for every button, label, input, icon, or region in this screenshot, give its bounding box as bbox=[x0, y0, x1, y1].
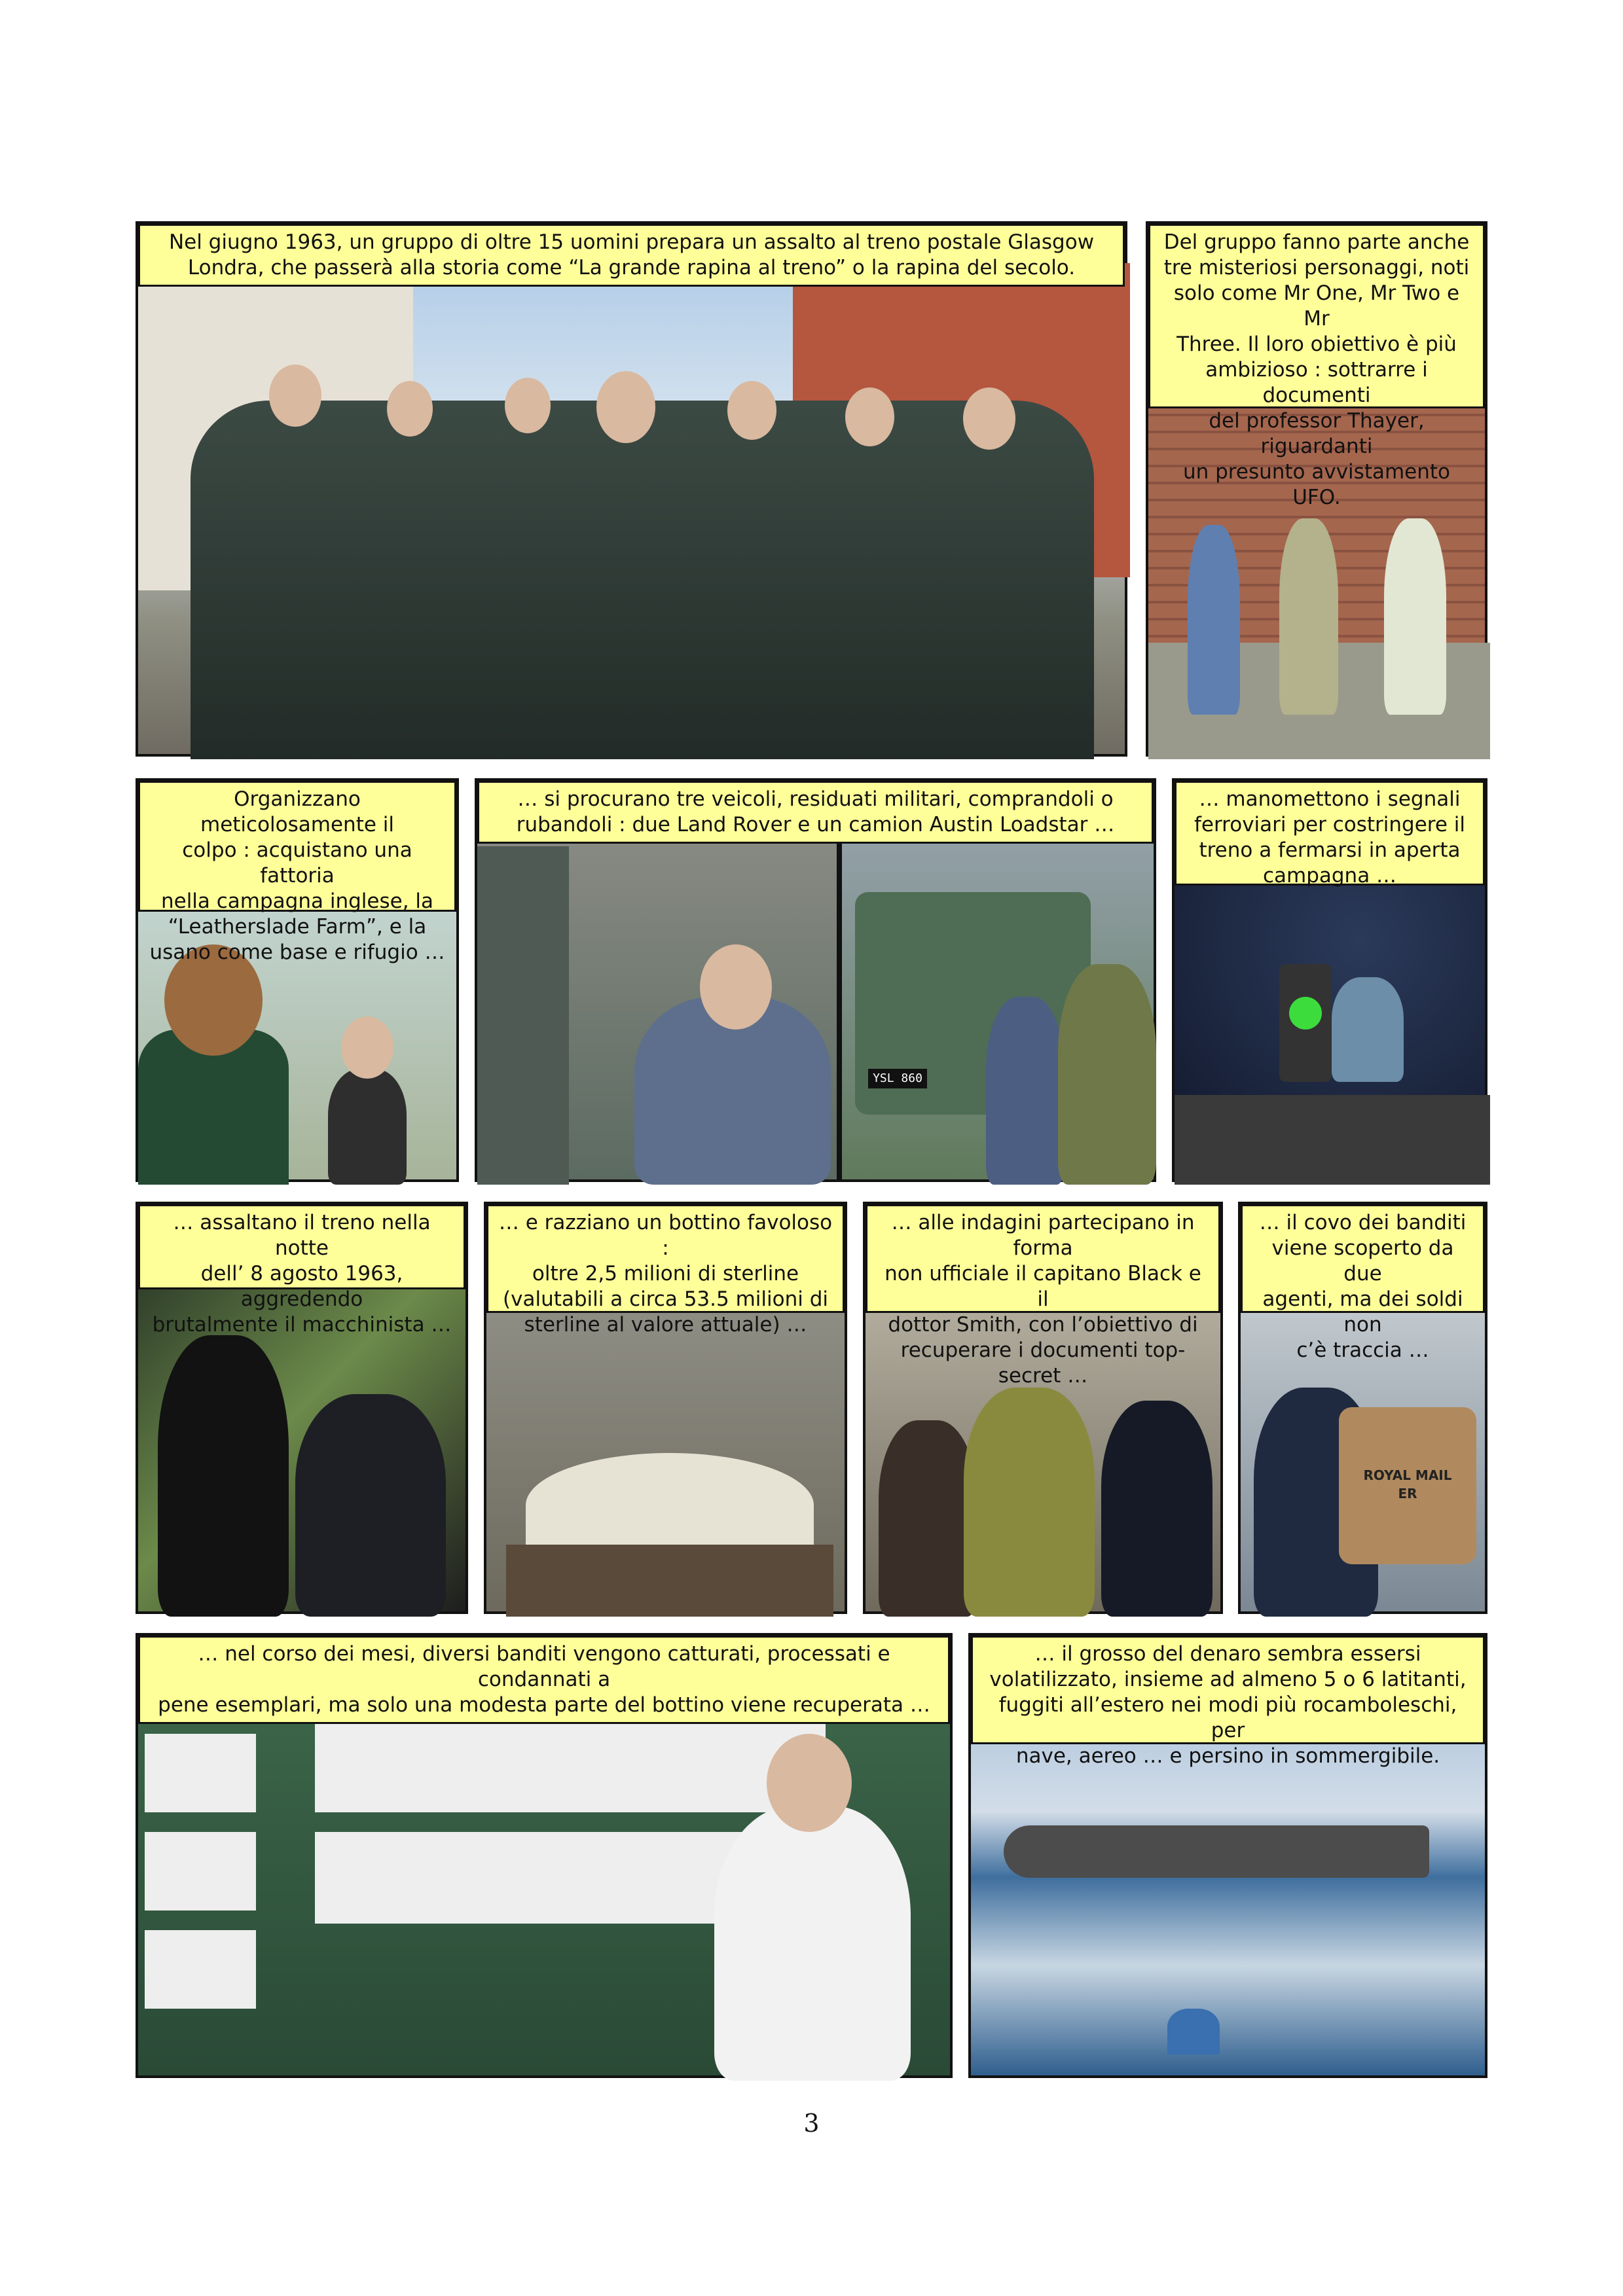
panel-loot bbox=[484, 1202, 847, 1614]
officer-head bbox=[767, 1734, 852, 1832]
license-plate: YSL 860 bbox=[868, 1069, 927, 1088]
panel-farm bbox=[136, 778, 459, 1182]
caption: … il grosso del denaro sembra essersi volatilizzato, insieme ad almeno 5 o 6 latitanti, fuggiti all’estero nei modi più rocamboleschi, per nave, aereo … e persino in sommergibile. bbox=[971, 1636, 1485, 1744]
man-blue-suit bbox=[1188, 525, 1240, 715]
caption: Nel giugno 1963, un gruppo di oltre 15 uomini prepara un assalto al treno postale Glasgow Londra, che passerà alla storia come “La grande rapina al treno” o la rapina del secolo. bbox=[138, 224, 1125, 287]
page-number: 3 bbox=[803, 2109, 820, 2138]
panel-three-mysterious-men bbox=[1146, 221, 1487, 757]
man-head bbox=[845, 387, 894, 446]
panel-investigation bbox=[863, 1202, 1223, 1614]
caption: Del gruppo fanno parte anche tre misteriosi personaggi, noti solo come Mr One, Mr Two e Mr Three. Il loro obiettivo è più ambizioso : sottrarre i documenti del professor Thayer, riguardanti un presunto avvistamento UFO. bbox=[1148, 224, 1485, 408]
submarine bbox=[1004, 1825, 1429, 1878]
panel-submarine bbox=[968, 1633, 1487, 2078]
man-brown-suit bbox=[879, 1420, 977, 1617]
train-driver bbox=[295, 1394, 446, 1617]
man-head bbox=[700, 944, 772, 1030]
panel-hideout bbox=[1238, 1202, 1487, 1614]
crowd-of-men bbox=[191, 401, 1094, 759]
caption: Organizzano meticolosamente il colpo : acquistano una fattoria nella campagna inglese, la “Leatherslade Farm”, e la usano come base e rifugio … bbox=[138, 781, 456, 912]
man-head bbox=[505, 378, 551, 433]
man-on-signal bbox=[1332, 977, 1404, 1082]
panel-train-assault bbox=[136, 1202, 468, 1614]
caption: … alle indagini partecipano in forma non ufficiale il capitano Black e il dottor Smith, con l’obiettivo di recuperare i documenti top-secret … bbox=[866, 1204, 1220, 1313]
man-head bbox=[963, 387, 1015, 450]
man-uniform bbox=[1101, 1401, 1213, 1617]
man-head bbox=[341, 1016, 393, 1079]
caption: … il covo dei banditi viene scoperto da due agenti, ma dei soldi non c’è traccia … bbox=[1241, 1204, 1485, 1313]
land-rover bbox=[477, 846, 569, 1185]
rail-structure bbox=[1175, 1095, 1490, 1185]
mugshot bbox=[145, 1734, 256, 1812]
man-head bbox=[596, 371, 655, 443]
man-head bbox=[387, 381, 433, 437]
pile-of-banknotes bbox=[526, 1453, 814, 1558]
caption: … e razziano un bottino favoloso : oltre 2,5 milioni di sterline (valutabili a circa 53.5 milioni di sterline al valore attuale) … bbox=[486, 1204, 845, 1313]
royal-mail-sack: ROYAL MAIL ER bbox=[1339, 1407, 1476, 1564]
police-officer bbox=[714, 1806, 911, 2081]
table bbox=[506, 1545, 833, 1617]
green-light bbox=[1289, 997, 1322, 1030]
mugshot-row bbox=[315, 1721, 826, 1812]
mugshot bbox=[145, 1930, 256, 2009]
man-dark-suit bbox=[328, 1069, 407, 1185]
panel-railway-signals bbox=[1172, 778, 1487, 1182]
man-head bbox=[727, 381, 776, 440]
man-head bbox=[269, 365, 321, 427]
caption: … si procurano tre veicoli, residuati militari, comprandoli o rubandoli : due Land Rover e un camion Austin Loadstar … bbox=[477, 781, 1154, 844]
caption: … manomettono i segnali ferroviari per costringere il treno a fermarsi in aperta campagna … bbox=[1175, 781, 1485, 886]
man-beige-suit bbox=[1279, 518, 1338, 715]
panel-art bbox=[138, 224, 1125, 754]
swimmer bbox=[1167, 2009, 1220, 2054]
man-green-vest bbox=[1058, 964, 1156, 1185]
man-white-shirt bbox=[1384, 518, 1446, 715]
mugshot bbox=[145, 1832, 256, 1910]
caption: … nel corso dei mesi, diversi banditi vengono catturati, processati e condannati a pene esemplari, ma solo una modesta parte del bottino viene recuperata … bbox=[138, 1636, 950, 1724]
masked-robber bbox=[158, 1335, 289, 1617]
man-green-jacket bbox=[964, 1388, 1095, 1617]
man-plaid-jacket bbox=[986, 997, 1065, 1185]
panel-gang-group bbox=[136, 221, 1127, 757]
panel-captured-bandits bbox=[136, 1633, 953, 2078]
caption: … assaltano il treno nella notte dell’ 8 agosto 1963, aggredendo brutalmente il macchinista … bbox=[138, 1204, 465, 1289]
